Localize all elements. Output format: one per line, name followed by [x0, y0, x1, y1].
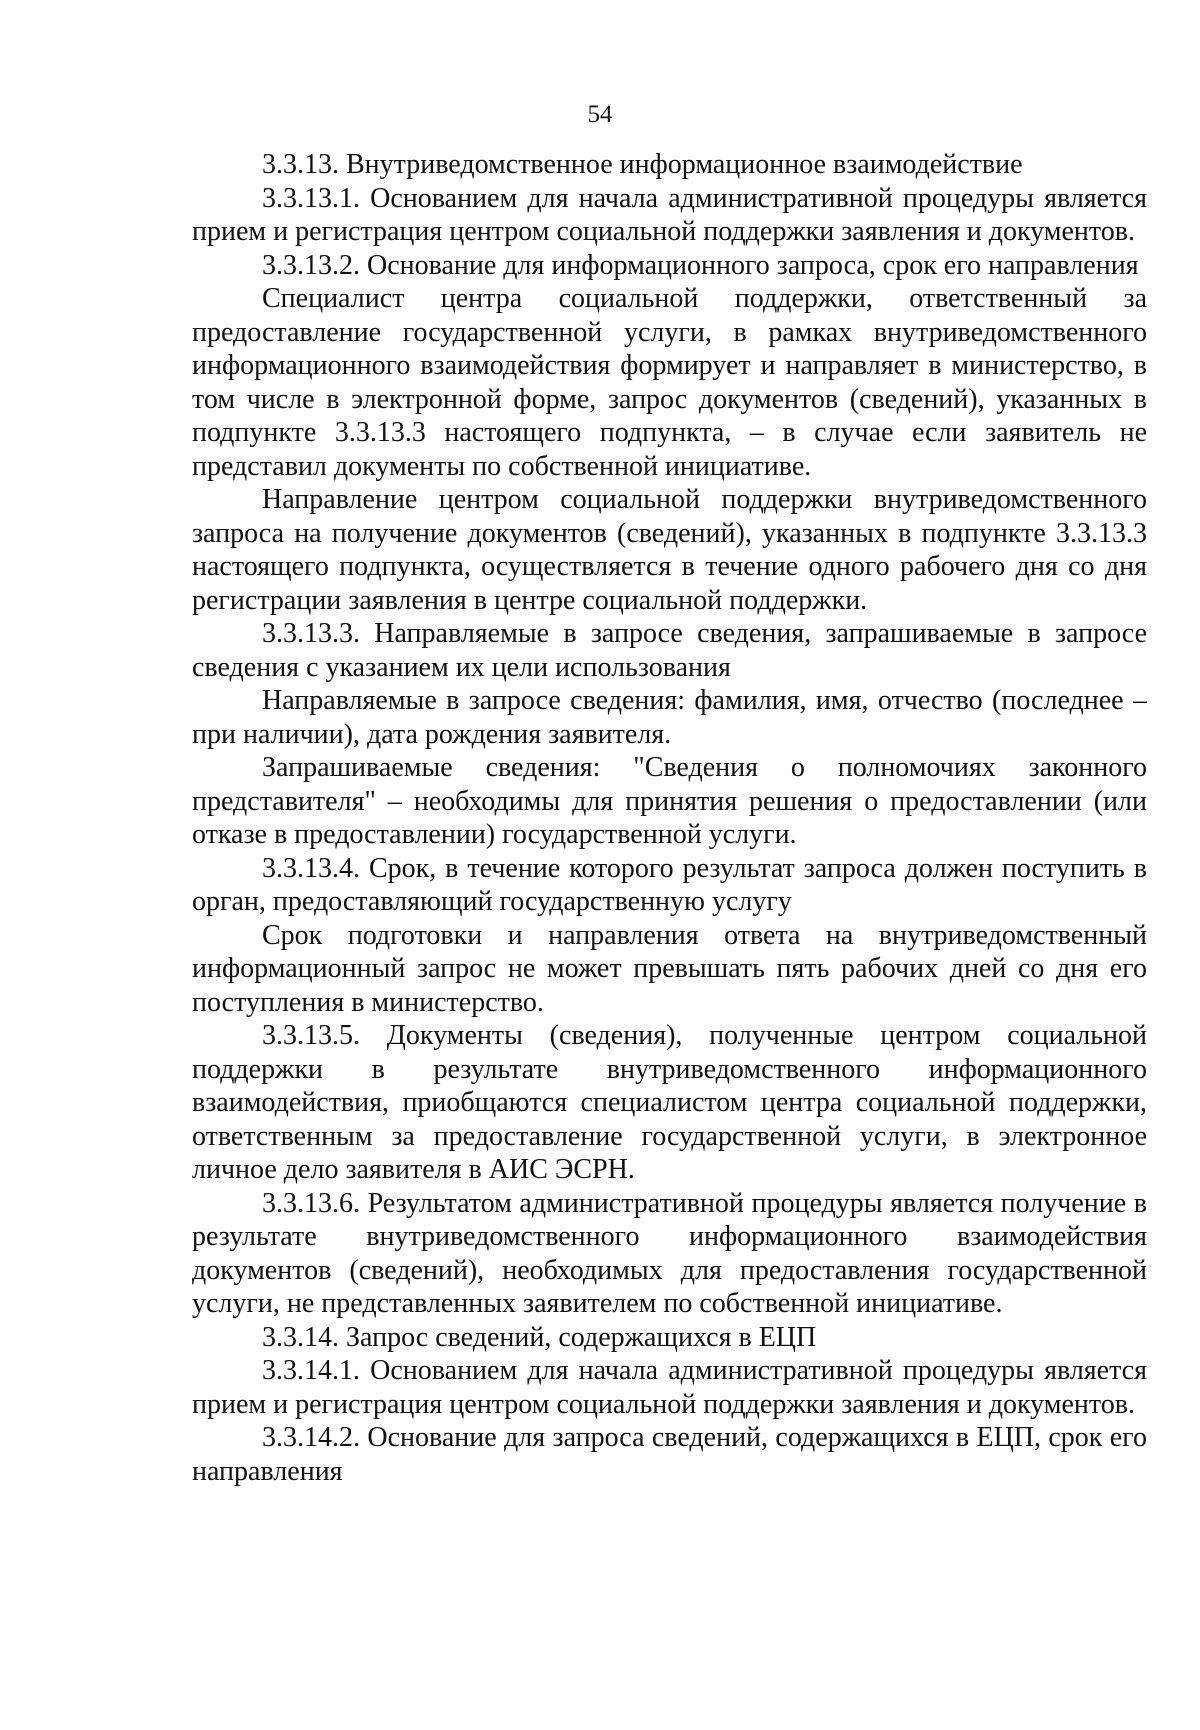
paragraph-3-3-13-2: 3.3.13.2. Основание для информационного запроса, срок его направления: [262, 249, 1139, 281]
document-body: [192, 148, 1147, 1488]
paragraph-3-3-13-6: 3.3.13.6. Результатом административной процедуры является получение в результате внутриведомственного информационного взаимодействия документов (сведений), необходимых для предоставления государственной услуги, не представленных заявителем по собственной инициативе.: [192, 1187, 1147, 1319]
paragraph-3-3-14-1: 3.3.14.1. Основанием для начала административной процедуры является прием и регистрация центром социальной поддержки заявления и документов.: [192, 1355, 1147, 1420]
paragraph-requested-information: Запрашиваемые сведения: "Сведения о полномочиях законного представителя" – необходимы для принятия решения о предоставлении (или отказе в предоставлении) государственной услуги.: [192, 752, 1147, 850]
paragraph-specialist-request: Специалист центра социальной поддержки, ответственный за предоставление государственной услуги, в рамках внутриведомственного информационного взаимодействия формирует и направляет в министерство, в том числе в электронной форме, запрос документов (сведений), указанных в подпункте 3.3.13.3 настоящего подпункта, – в случае если заявитель не представил документы по собственной инициативе.: [192, 283, 1147, 482]
section-heading-3-3-14: 3.3.14. Запрос сведений, содержащихся в ЕЦП: [262, 1321, 817, 1353]
page-number: 54: [587, 101, 613, 128]
paragraph-3-3-13-4: 3.3.13.4. Срок, в течение которого результат запроса должен поступить в орган, предоставляющий государственную услугу: [192, 852, 1147, 917]
section-heading-3-3-13: 3.3.13. Внутриведомственное информационное взаимодействие: [262, 149, 1023, 180]
paragraph-3-3-13-1: 3.3.13.1. Основанием для начала административной процедуры является прием и регистрация центром социальной поддержки заявления и документов.: [192, 182, 1147, 247]
paragraph-response-deadline: Срок подготовки и направления ответа на внутриведомственный информационный запрос не может превышать пять рабочих дней со дня его поступления в министерство.: [192, 919, 1147, 1018]
paragraph-3-3-13-3: 3.3.13.3. Направляемые в запросе сведения, запрашиваемые в запросе сведения с указанием их цели использования: [192, 618, 1147, 683]
paragraph-request-timing: Направление центром социальной поддержки внутриведомственного запроса на получение документов (сведений), указанных в подпункте 3.3.13.3 настоящего подпункта, осуществляется в течение одного рабочего дня со дня регистрации заявления в центре социальной поддержки.: [192, 484, 1147, 616]
paragraph-3-3-13-5: 3.3.13.5. Документы (сведения), полученные центром социальной поддержки в результате внутриведомственного информационного взаимодействия, приобщаются специалистом центра социальной поддержки, ответственным за предоставление государственной услуги, в электронное личное дело заявителя в АИС ЭСРН.: [192, 1020, 1147, 1185]
paragraph-sent-information: Направляемые в запросе сведения: фамилия, имя, отчество (последнее – при наличии), дата рождения заявителя.: [192, 685, 1147, 750]
paragraph-3-3-14-2: 3.3.14.2. Основание для запроса сведений, содержащихся в ЕЦП, срок его направления: [192, 1422, 1147, 1487]
